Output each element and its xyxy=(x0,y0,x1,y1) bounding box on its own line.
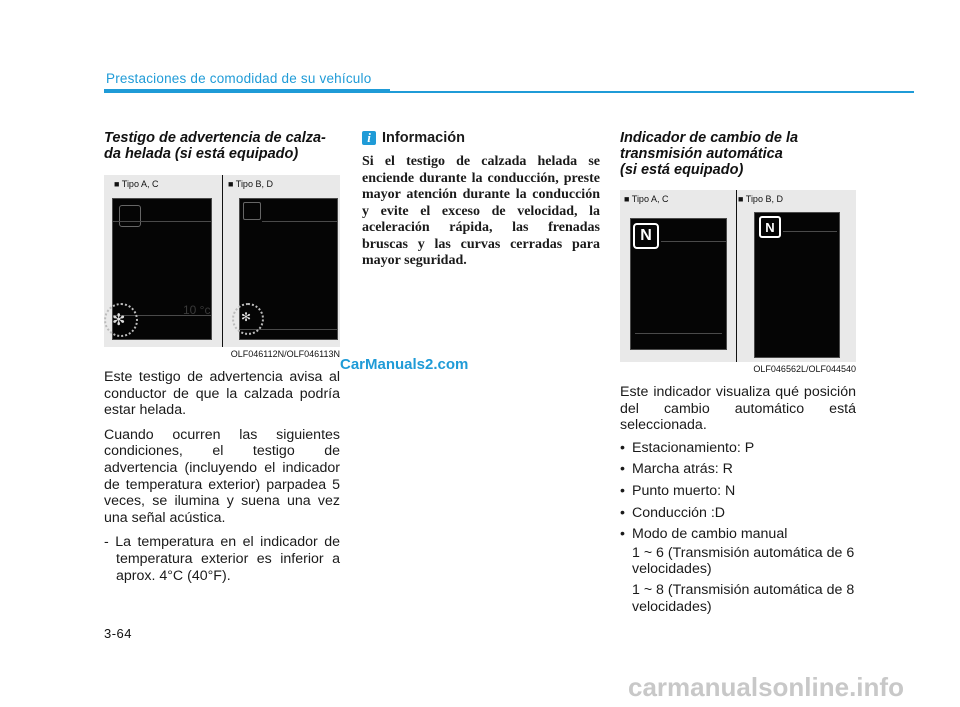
info-header xyxy=(362,130,600,146)
info-title: Información xyxy=(382,130,465,146)
footer-watermark: carmanualsonline.info xyxy=(628,672,904,702)
header-rule-accent xyxy=(104,89,390,93)
warning-lamp-outline xyxy=(119,205,141,227)
figure-divider xyxy=(222,175,223,347)
paragraph: Cuando ocurren las siguientes condiciones, el testigo de advertencia (incluyendo el indicador de temperatura exterior) parpadea 5 veces, se ilumina y suena una vez una señal acústica. xyxy=(104,426,340,526)
screen-divider-line xyxy=(661,241,726,242)
figure-label-type-bd: ■ Tipo B, D xyxy=(228,179,273,189)
warning-lamp-outline xyxy=(243,202,261,220)
title-line: Indicador de cambio de la xyxy=(620,130,799,146)
screen-divider-line xyxy=(783,231,837,232)
title-line: (si está equipado) xyxy=(620,162,744,178)
paragraph: Este indicador visualiza qué posición del cambio automático está seleccionada. xyxy=(620,384,856,434)
icy-road-warning-title xyxy=(104,130,340,162)
figure-code: OLF046112N/OLF046113N xyxy=(230,349,340,359)
list-item: • Punto muerto: N xyxy=(620,482,736,499)
section-header-title: Prestaciones de comodidad de su vehículo xyxy=(106,71,372,86)
list-item: • Modo de cambio manual xyxy=(620,526,788,543)
screen-divider-line xyxy=(262,221,337,222)
list-item: • Conducción :D xyxy=(620,504,726,521)
figure-code: OLF046562L/OLF044540 xyxy=(753,364,856,374)
screen-divider-line xyxy=(635,333,722,334)
right-column xyxy=(620,130,856,619)
figure-label-type-ac: ■ Tipo A, C xyxy=(624,194,669,204)
title-line: Testigo de advertencia de calza- xyxy=(104,130,326,146)
page-number: 3-64 xyxy=(104,626,133,641)
figure-label-type-ac: ■ Tipo A, C xyxy=(114,179,159,189)
cluster-screen-type-bd xyxy=(754,212,840,358)
figure-label-type-bd: ■ Tipo B, D xyxy=(738,194,783,204)
screen-divider-line xyxy=(113,221,211,222)
info-icon: i xyxy=(362,131,376,145)
title-line: da helada (si está equipado) xyxy=(104,146,299,162)
outside-temp-readout: 10 °c xyxy=(183,303,211,317)
condition-item: - La temperatura en el indicador de temperatura exterior es inferior a aprox. 4°C (40°F). xyxy=(104,534,340,584)
cluster-screen-type-ac xyxy=(630,218,727,350)
snowflake-icon: ✻ xyxy=(112,312,126,329)
paragraph: Este testigo de advertencia avisa al conductor de que la calzada podría estar helada. xyxy=(104,369,340,419)
figure-divider xyxy=(736,190,737,362)
watermark-link[interactable]: CarManuals2.com xyxy=(340,356,469,373)
title-line: transmisión automática xyxy=(620,146,783,162)
icy-road-figure xyxy=(104,175,340,347)
shift-indicator-figure xyxy=(620,190,856,362)
middle-column xyxy=(362,130,600,270)
manual-mode-detail: 1 ~ 8 (Transmisión automática de 8 velocidades) xyxy=(632,581,855,615)
header-rule xyxy=(390,91,914,93)
list-item: • Estacionamiento: P xyxy=(620,439,755,456)
info-text: Si el testigo de calzada helada se enciende durante la conducción, preste mayor atención durante la conducción y evite el exceso de velocidad, la aceleración rápida, las frenadas bruscas y las curvas cerradas para mayor seguridad. xyxy=(362,154,600,268)
list-item: • Marcha atrás: R xyxy=(620,461,733,478)
gear-position-list xyxy=(620,440,856,543)
manual-mode-detail: 1 ~ 6 (Transmisión automática de 6 velocidades) xyxy=(632,544,855,578)
gear-indicator-n: N xyxy=(759,216,781,238)
snowflake-icon: ✻ xyxy=(241,310,252,324)
left-column xyxy=(104,130,340,584)
shift-indicator-title xyxy=(620,130,856,178)
gear-indicator-n: N xyxy=(633,223,659,249)
